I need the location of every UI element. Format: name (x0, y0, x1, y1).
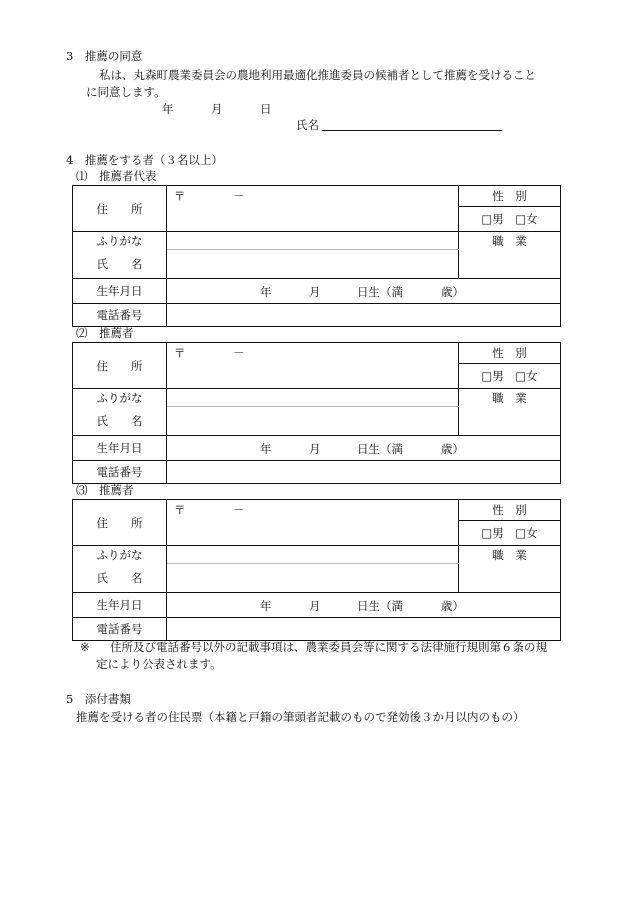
sex-cell (459, 500, 561, 546)
furigana-field[interactable] (167, 389, 459, 407)
birthdate-label: 生年月日 (73, 593, 167, 618)
name-label: 氏 名 (73, 407, 167, 436)
signature-line[interactable] (322, 130, 502, 131)
phone-field[interactable] (167, 618, 561, 641)
furigana-field[interactable] (167, 546, 459, 564)
group-title: ⑴ 推薦者代表 (76, 169, 157, 183)
attachment-text: 推薦を受ける者の住民票（本籍と戸籍の筆頭者記載のもので発効後３か月以内のもの） (76, 710, 525, 724)
name-field[interactable] (167, 407, 459, 436)
occupation-label: 職 業 (459, 389, 561, 407)
note-line2: 定により公表されます。 (96, 657, 222, 671)
group-title: ⑵ 推薦者 (76, 326, 134, 340)
postal-dash: － (233, 503, 245, 517)
address-label: 住 所 (73, 186, 167, 232)
furigana-label: ふりがな (73, 232, 167, 250)
occupation-label: 職 業 (459, 546, 561, 564)
section3-heading: 3 推薦の同意 (66, 49, 143, 63)
female-checkbox[interactable]: □女 (515, 525, 538, 540)
address-label: 住 所 (73, 343, 167, 389)
age-close-label: 歳） (441, 599, 464, 613)
furigana-label: ふりがな (73, 546, 167, 564)
group-title: ⑶ 推薦者 (76, 483, 134, 497)
month-label: 月 (309, 599, 321, 613)
address-field[interactable] (167, 186, 459, 232)
consent-text-line2: に同意します。 (86, 85, 166, 99)
name-label: 氏 名 (73, 564, 167, 593)
occupation-label: 職 業 (459, 232, 561, 250)
day-age-label: 日生（満 (357, 285, 403, 299)
recommender-table-2 (72, 342, 561, 484)
consent-date-year: 年 (162, 102, 174, 116)
postal-mark: 〒 (174, 503, 186, 517)
recommender-table-3 (72, 499, 561, 641)
section4-heading: 4 推薦をする者（３名以上） (66, 153, 223, 167)
furigana-field[interactable] (167, 232, 459, 250)
phone-label: 電話番号 (73, 461, 167, 484)
year-label: 年 (260, 599, 272, 613)
sex-cell (459, 186, 561, 232)
month-label: 月 (309, 442, 321, 456)
address-label: 住 所 (73, 500, 167, 546)
postal-dash: － (233, 189, 245, 203)
recommender-table-1 (72, 185, 561, 327)
section5-heading: 5 添付書類 (66, 692, 131, 706)
consent-name-label: 氏名 (296, 118, 319, 132)
female-checkbox[interactable]: □女 (515, 368, 538, 383)
address-field[interactable] (167, 343, 459, 389)
postal-dash: － (233, 346, 245, 360)
female-checkbox[interactable]: □女 (515, 211, 538, 226)
year-label: 年 (260, 442, 272, 456)
address-field[interactable] (167, 500, 459, 546)
day-age-label: 日生（満 (357, 442, 403, 456)
year-label: 年 (260, 285, 272, 299)
consent-date-month: 月 (211, 102, 223, 116)
birthdate-label: 生年月日 (73, 436, 167, 461)
birthdate-field[interactable] (167, 436, 561, 461)
consent-date-day: 日 (260, 102, 272, 116)
birthdate-field[interactable] (167, 593, 561, 618)
name-label: 氏 名 (73, 250, 167, 279)
sex-label: 性 別 (459, 187, 560, 207)
phone-label: 電話番号 (73, 304, 167, 327)
male-checkbox[interactable]: □男 (481, 368, 504, 383)
sex-cell (459, 343, 561, 389)
name-field[interactable] (167, 250, 459, 279)
postal-mark: 〒 (174, 189, 186, 203)
birthdate-field[interactable] (167, 279, 561, 304)
note-mark: ※ (80, 640, 90, 654)
day-age-label: 日生（満 (357, 599, 403, 613)
note-line1: 住所及び電話番号以外の記載事項は、農業委員会等に関する法律施行規則第６条の規 (110, 640, 547, 654)
consent-text-line1: 私は、丸森町農業委員会の農地利用最適化推進委員の候補者として推薦を受けること (99, 68, 536, 82)
male-checkbox[interactable]: □男 (481, 211, 504, 226)
occupation-field[interactable] (459, 564, 561, 593)
sex-label: 性 別 (459, 501, 560, 521)
age-close-label: 歳） (441, 442, 464, 456)
postal-mark: 〒 (174, 346, 186, 360)
phone-field[interactable] (167, 461, 561, 484)
name-field[interactable] (167, 564, 459, 593)
furigana-label: ふりがな (73, 389, 167, 407)
birthdate-label: 生年月日 (73, 279, 167, 304)
occupation-field[interactable] (459, 407, 561, 436)
occupation-field[interactable] (459, 250, 561, 279)
sex-label: 性 別 (459, 344, 560, 364)
month-label: 月 (309, 285, 321, 299)
phone-field[interactable] (167, 304, 561, 327)
age-close-label: 歳） (441, 285, 464, 299)
male-checkbox[interactable]: □男 (481, 525, 504, 540)
phone-label: 電話番号 (73, 618, 167, 641)
